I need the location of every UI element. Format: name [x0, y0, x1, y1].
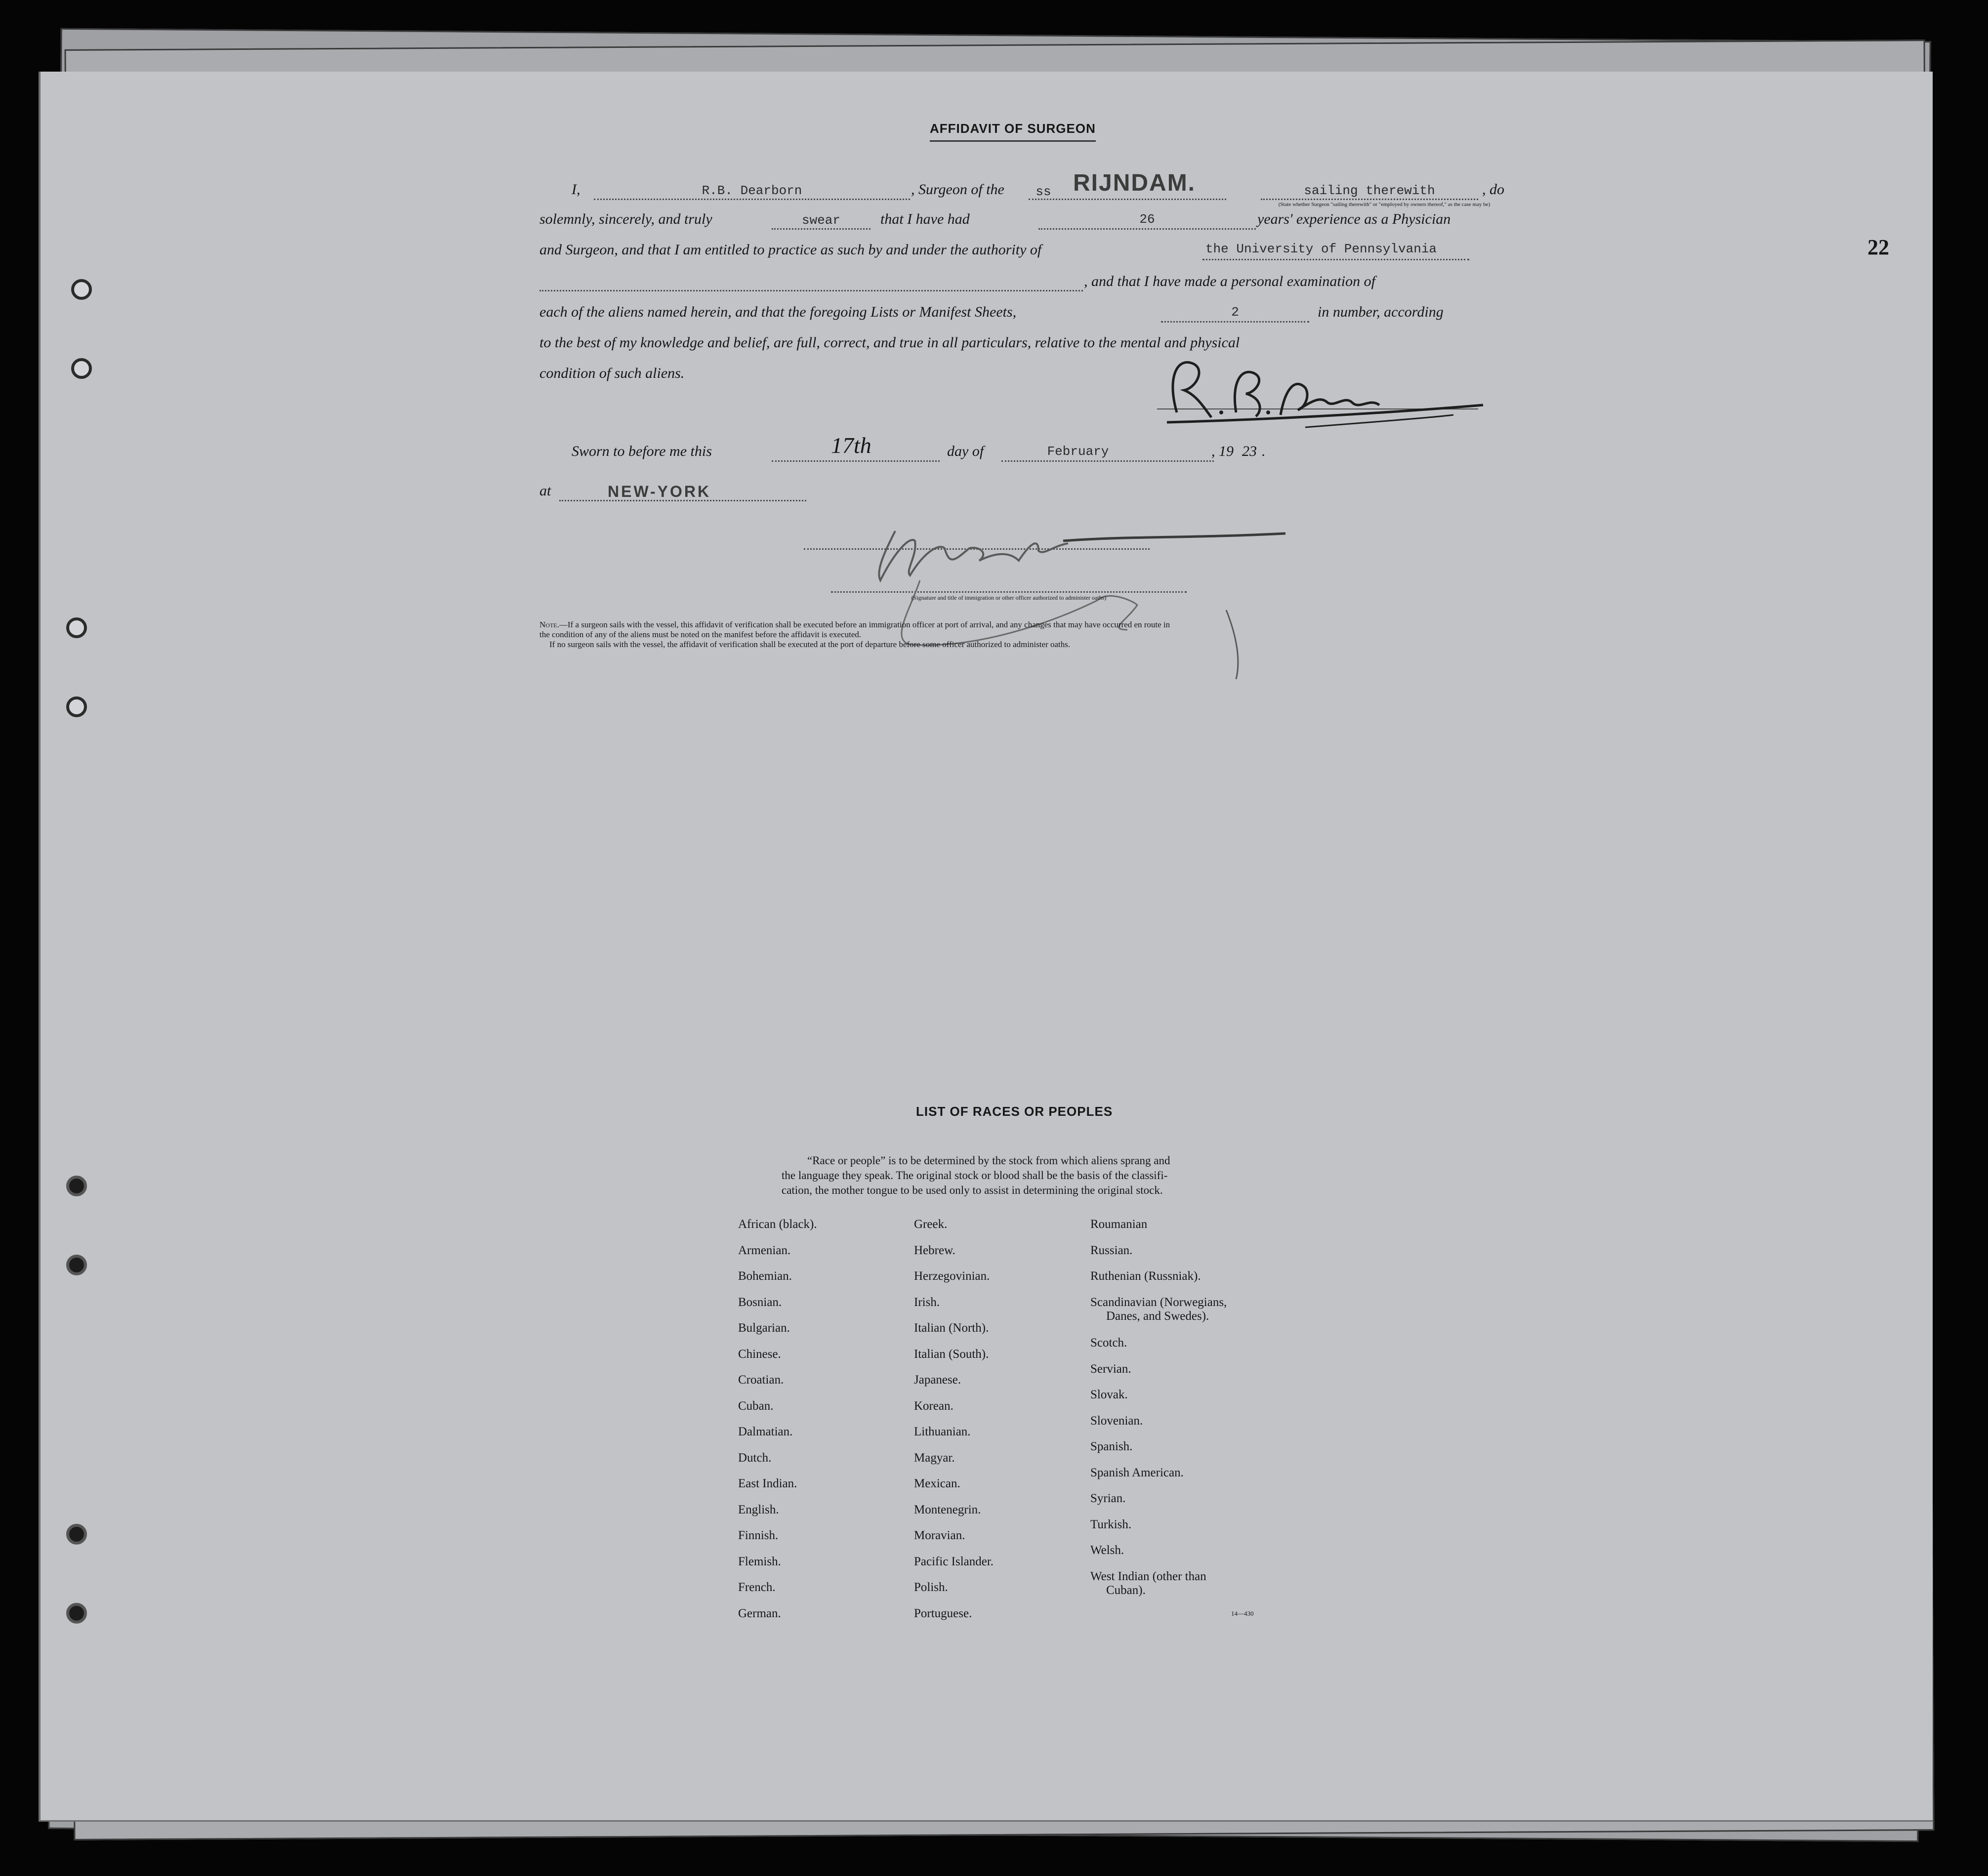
race-item — [1090, 1518, 1131, 1532]
fill-line — [1161, 321, 1309, 323]
fill-line — [1001, 460, 1214, 462]
affidavit-text: solemnly, sincerely, and truly — [539, 211, 712, 227]
race-item: Finnish. — [738, 1529, 779, 1542]
affidavit-text: day of — [947, 443, 984, 459]
sworn-day: 17th — [831, 433, 871, 458]
note-line: the condition of any of the aliens must be noted on the manifest before the affidavit is executed. — [539, 630, 862, 639]
race-item: Croatian. — [738, 1373, 784, 1387]
race-item — [1090, 1218, 1147, 1231]
race-item: Moravian. — [914, 1529, 965, 1542]
oath-type: swear — [801, 213, 840, 228]
surgeon-signature — [1157, 348, 1493, 432]
fill-line — [1029, 199, 1226, 200]
race-item: Hebrew. — [914, 1243, 955, 1257]
race-item-line: Welsh. — [1090, 1544, 1124, 1557]
race-item: Greek. — [914, 1218, 948, 1231]
race-item: French. — [738, 1581, 776, 1594]
fill-line — [1202, 259, 1469, 260]
affidavit-text: Sworn to before me this — [572, 443, 712, 459]
race-item: Dutch. — [738, 1451, 772, 1465]
race-item: Magyar. — [914, 1451, 955, 1465]
race-item — [1090, 1544, 1124, 1557]
years-experience: 26 — [1139, 212, 1155, 227]
race-item: East Indian. — [738, 1477, 797, 1490]
affidavit-text: , Surgeon of the — [911, 181, 1004, 198]
vessel-name-stamp: RIJNDAM. — [1073, 170, 1196, 196]
races-intro: cation, the mother tongue to be used only to assist in determining the original stock. — [782, 1184, 1163, 1196]
affidavit-text: that I have had — [880, 211, 970, 227]
place-stamp: NEW-YORK — [608, 483, 711, 500]
race-item-line: Slovenian. — [1090, 1414, 1143, 1427]
licensing-authority: the University of Pennsylvania — [1205, 242, 1437, 256]
officer-signature — [831, 506, 1315, 679]
sworn-month: February — [1047, 444, 1109, 459]
note-line: If no surgeon sails with the vessel, the affidavit of verification shall be executed at the port of departure before some officer authorized to administer oaths. — [549, 640, 1071, 649]
race-item-line: Cuban). — [1106, 1583, 1146, 1597]
ss-prefix: ss — [1035, 184, 1051, 199]
race-item-line: Servian. — [1090, 1362, 1131, 1376]
race-item: Pacific Islander. — [914, 1554, 994, 1568]
race-item-line: Russian. — [1090, 1243, 1133, 1257]
fill-line — [772, 460, 940, 462]
affidavit-text: , 19 — [1211, 443, 1234, 459]
affidavit-text: and Surgeon, and that I am entitled to practice as such by and under the authority of — [539, 242, 1042, 258]
binder-hole — [71, 358, 92, 379]
affidavit-text: , do — [1482, 181, 1504, 198]
race-item — [1090, 1269, 1201, 1283]
race-item — [1090, 1440, 1132, 1454]
race-item — [1090, 1296, 1227, 1323]
surgeon-capacity: sailing therewith — [1304, 183, 1435, 198]
race-item-line: West Indian (other than — [1090, 1569, 1206, 1583]
capacity-note: (State whether Surgeon "sailing therewith" or "employed by owners thereof," as the case may be) — [1278, 202, 1491, 207]
fill-line — [1038, 228, 1256, 230]
race-item: Italian (North). — [914, 1321, 989, 1335]
races-title: LIST OF RACES OR PEOPLES — [916, 1104, 1113, 1119]
manifest-page — [39, 72, 1933, 1822]
race-item: Mexican. — [914, 1477, 960, 1490]
race-item — [1090, 1244, 1132, 1258]
race-item — [1090, 1336, 1127, 1350]
sheet-count: 2 — [1231, 305, 1239, 320]
binder-hole — [66, 1603, 87, 1624]
races-intro: “Race or people” is to be determined by the stock from which aliens sprang and — [807, 1154, 1170, 1167]
sworn-year: 23 — [1242, 443, 1257, 459]
race-item: Bulgarian. — [738, 1321, 790, 1335]
binder-hole — [66, 1255, 87, 1275]
race-item — [1090, 1466, 1184, 1480]
race-item-line: Syrian. — [1090, 1492, 1126, 1505]
fill-line — [1261, 199, 1478, 200]
form-number: 14—430 — [1231, 1610, 1254, 1617]
race-item: Italian (South). — [914, 1347, 989, 1361]
race-item-line: Slovak. — [1090, 1388, 1128, 1401]
race-item-line: Turkish. — [1090, 1517, 1132, 1531]
race-item: African (black). — [738, 1218, 817, 1231]
race-item-line: Scotch. — [1090, 1336, 1127, 1349]
binder-hole — [66, 617, 87, 638]
binder-hole — [71, 279, 92, 300]
fill-line — [594, 199, 910, 200]
race-item-line: Spanish. — [1090, 1440, 1133, 1453]
affidavit-text: each of the aliens named herein, and that the foregoing Lists or Manifest Sheets, — [539, 304, 1017, 320]
race-item: Japanese. — [914, 1373, 961, 1387]
race-item: Flemish. — [738, 1554, 781, 1568]
binder-hole — [66, 696, 87, 717]
affidavit-title: AFFIDAVIT OF SURGEON — [930, 121, 1096, 142]
binder-hole — [66, 1176, 87, 1196]
race-item: Chinese. — [738, 1347, 781, 1361]
race-item-line: Danes, and Swedes). — [1106, 1309, 1209, 1323]
race-item: Lithuanian. — [914, 1425, 971, 1438]
affidavit-note — [539, 620, 1170, 630]
fill-line — [772, 228, 870, 230]
race-item: Herzegovinian. — [914, 1269, 990, 1283]
race-item-line: Roumanian — [1090, 1218, 1148, 1231]
surgeon-name: R.B. Dearborn — [702, 183, 802, 198]
race-item: Dalmatian. — [738, 1425, 793, 1438]
affidavit-text: to the best of my knowledge and belief, are full, correct, and true in all particulars, relative to the mental and physical — [539, 334, 1240, 351]
signature-caption: (Signature and title of immigration or other officer authorized to administer oaths) — [911, 594, 1107, 601]
race-item-line: Scandinavian (Norwegians, — [1090, 1295, 1227, 1309]
race-item: Bohemian. — [738, 1269, 792, 1283]
race-item-line: Ruthenian (Russniak). — [1090, 1269, 1201, 1283]
affidavit-text: in number, according — [1318, 304, 1444, 320]
races-intro: the language they speak. The original stock or blood shall be the basis of the classifi- — [782, 1169, 1168, 1182]
affidavit-text: at — [539, 483, 551, 499]
race-item: Cuban. — [738, 1399, 774, 1413]
note-label: Note. — [539, 620, 559, 629]
race-item: Korean. — [914, 1399, 953, 1413]
affidavit-text: condition of such aliens. — [539, 365, 685, 381]
race-item — [1090, 1570, 1206, 1597]
race-item: German. — [738, 1606, 781, 1620]
page-number: 22 — [1867, 235, 1889, 259]
fill-line — [539, 290, 1083, 291]
race-item: Armenian. — [738, 1243, 791, 1257]
race-item-line: Spanish American. — [1090, 1466, 1184, 1479]
race-item: Portuguese. — [914, 1606, 972, 1620]
binder-hole — [66, 1524, 87, 1545]
affidavit-text: years' experience as a Physician — [1257, 211, 1451, 227]
race-item — [1090, 1388, 1128, 1402]
race-item: Bosnian. — [738, 1295, 782, 1309]
race-item — [1090, 1492, 1126, 1506]
note-line: —If a surgeon sails with the vessel, this affidavit of verification shall be executed before an immigration officer at port of arrival, and any changes that may have occurred en route in — [559, 620, 1170, 629]
race-item: English. — [738, 1503, 779, 1516]
affidavit-text: , and that I have made a personal examination of — [1084, 273, 1375, 289]
affidavit-text: I, — [572, 181, 580, 198]
race-item: Irish. — [914, 1295, 940, 1309]
affidavit-text: . — [1262, 443, 1266, 459]
race-item: Montenegrin. — [914, 1503, 981, 1516]
race-item — [1090, 1362, 1131, 1376]
race-item: Polish. — [914, 1581, 948, 1594]
race-item — [1090, 1414, 1143, 1428]
